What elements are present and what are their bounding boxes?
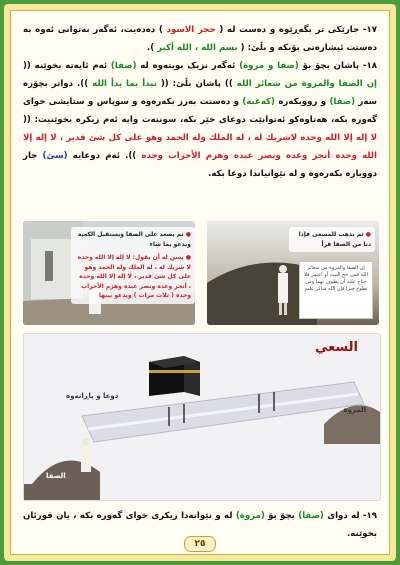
text-span: ١٧- جارێکی تر بگەڕێوە و دەست لە ( [215, 25, 377, 35]
page-frame [4, 4, 396, 561]
dhikr-text: لا إله إلا الله وحده لاشريك له ، له الملك وله الحمد وهو على كل شئ قدير ، لا إله إلا الله وحده أنجز وعده ونصر عبده وهزم الأحزاب وحده [23, 133, 377, 161]
hadith-phrase: نبدأ بما بدأ الله [92, 79, 157, 89]
dua-label: دوعا و پاڕانەوە [66, 392, 119, 400]
diagram-title: السعي [314, 340, 358, 355]
bismillah-phrase: بسم الله ، الله أكبر [157, 43, 238, 53]
safa-term: (صفا) [110, 61, 137, 71]
caption-right [289, 227, 375, 252]
paragraph-17-18 [23, 21, 377, 183]
text-span: و رووبکەرە [274, 97, 330, 107]
caption-dhikr: يسن له أن يقول: لا إله إلا الله وحده لا شريك له ، له الملك وله الحمد وهو على كل شئ قدير ، لا إله إلا الله وحده ، أنجز وعده ونصر عبده وهزم الأحزاب وحده ( ثلاث مرات ) ويدعو بينها [77, 254, 191, 299]
page-number: ٢٥ [184, 536, 216, 552]
text-span: ). [146, 43, 158, 53]
text-span: جار دووبارە بکەرەوە و لە نێوانیاندا دوعا بکە. [23, 151, 377, 179]
text-span: )). دواتر بچۆرە سەر [23, 79, 378, 107]
sai-path-illustration [24, 334, 380, 500]
caption-text: ثم يذهب للمسعى فإذا دنا من الصفا قرأ [298, 231, 371, 248]
marwa-term: (مروة) [235, 511, 265, 521]
text-span: )) پاشان بڵێ: (( [156, 79, 237, 89]
black-stone-term: حجر الاسود [166, 25, 216, 35]
safa-label: الصفا [46, 472, 66, 480]
text-span: ) دەدەیت، ئەگەر نەتوانی ئەوە بە دەستت ئیشارەتی بۆبکە و بڵێ: ( [23, 25, 377, 53]
caption-text: ثم يصعد على الصفا ويستقبل الكعبة ويدعو بما شاء [77, 231, 191, 248]
text-span: بچۆ بۆ [264, 511, 299, 521]
page-paper [10, 10, 390, 555]
safa-term: (صفا) [298, 511, 324, 521]
photo-approach-safa [207, 221, 379, 325]
text-span: )). ئەم دوعایە [67, 151, 142, 161]
text-span: ئەم ئایەتە بخوێنە (( [23, 61, 111, 71]
marwa-label: المروة [343, 406, 366, 414]
safa-marwa-term: (صفا و مروة) [239, 61, 299, 71]
photo-row [23, 221, 379, 325]
text-span: ١٨- پاشان بچۆ بۆ [298, 61, 377, 71]
quran-verse: إن الصفا والمروة من شعائر الله [236, 79, 377, 89]
kaaba-term: (کەعبە) [242, 97, 275, 107]
text-span: لە و نێوانەدا زیکری خوای گەورە بکە ، یان قورئان بخوێنە. [23, 511, 377, 539]
bullet-icon: ● [363, 231, 371, 238]
caption-left [71, 227, 195, 304]
kaaba-icon [149, 356, 200, 396]
verse-card: إن الصفا والمروة من شعائر الله فمن حج البيت أو اعتمر فلا جناح عليه أن يطوف بهما ومن تطوع خيرا فإن الله شاكر عليم [299, 261, 373, 319]
photo-safa-dua [23, 221, 195, 325]
bullet-icon: ● [183, 254, 191, 261]
text-span: ١٩- لە دوای [323, 511, 377, 521]
sai-diagram [23, 333, 381, 501]
safa-term: (صفا) [329, 97, 356, 107]
caption-left-line1 [75, 230, 191, 249]
text-span: و دەستت بەرز بکەرەوە و سوپاس و ستایشی خوای گەورە بکە، هەتاوەکو ئەتوانێت دوعای خێر بکە، سوننەت وایە ئەم زیکرە بخوێنیت: (( [23, 97, 377, 125]
text-span: ئەگەر نزیک بویتەوە لە [136, 61, 240, 71]
sunnah-term: (سێ) [42, 151, 68, 161]
caption-left-line2 [75, 253, 191, 301]
bullet-icon: ● [183, 231, 191, 238]
